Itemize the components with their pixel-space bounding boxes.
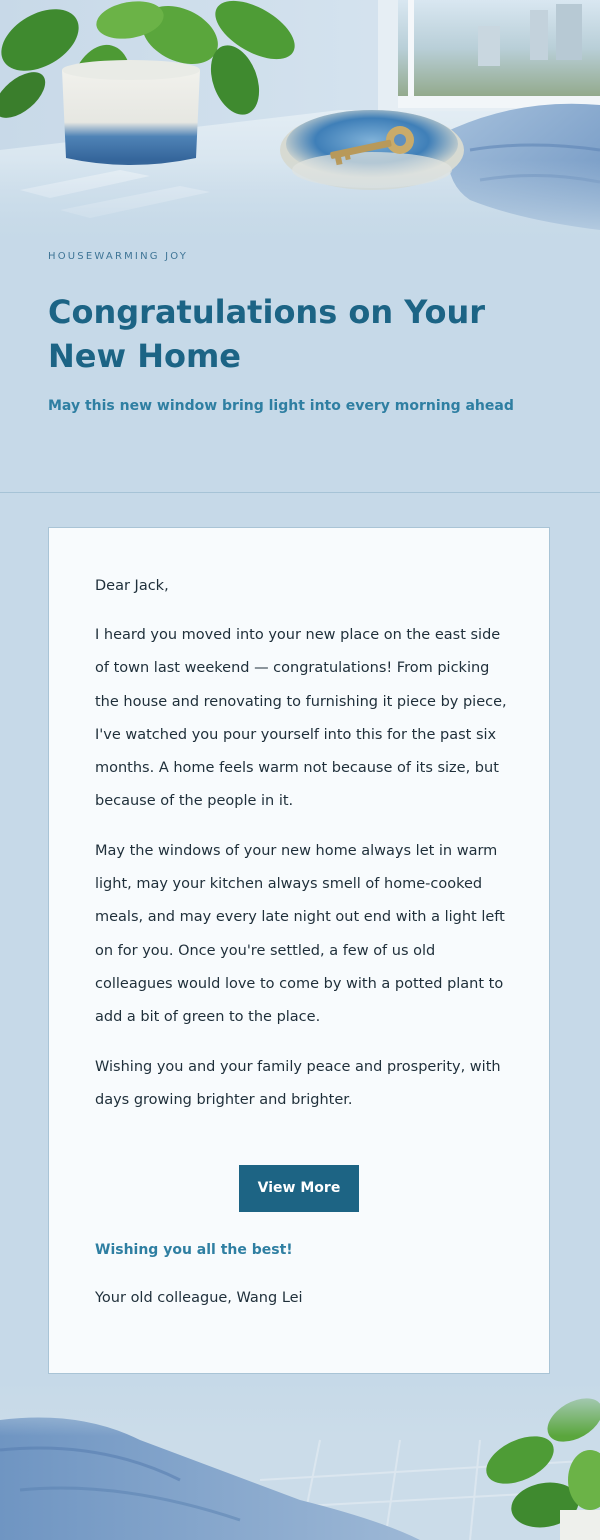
page-title: Congratulations on Your New Home [48, 293, 486, 375]
letter-signature: Your old colleague, Wang Lei [95, 1290, 303, 1306]
letter-paragraph: I heard you moved into your new place on the east side of town last weekend — congratulations! From picking the house and renovating to furnishing it piece by piece, I've watched you pour yourself into this for the past six months. A home feels warm not because of its size, but because of the people in it. [95, 627, 507, 810]
letter-paragraph: Wishing you and your family peace and prosperity, with days growing brighter and brighter. [95, 1058, 501, 1108]
letter-closing: Wishing you all the best! [95, 1242, 293, 1258]
eyebrow-label: HOUSEWARMING JOY [48, 251, 189, 262]
letter-body [95, 574, 510, 1117]
letter-paragraph: May the windows of your new home always let in warm light, may your kitchen always smell of home-cooked meals, and may every late night out end with a light left on for you. Once you're settled, a few of us old colleagues would love to come by with a potted plant to add a bit of green to the place. [95, 842, 505, 1026]
section-divider [0, 492, 600, 493]
hero [48, 250, 568, 416]
header-photo [0, 0, 600, 250]
cta-container [49, 1165, 549, 1212]
view-more-button[interactable]: View More [239, 1165, 360, 1212]
page-subtitle: May this new window bring light into every morning ahead [48, 398, 514, 414]
letter-greeting: Dear Jack, [95, 578, 169, 594]
letter-card [48, 527, 550, 1374]
footer-photo [0, 1380, 600, 1540]
